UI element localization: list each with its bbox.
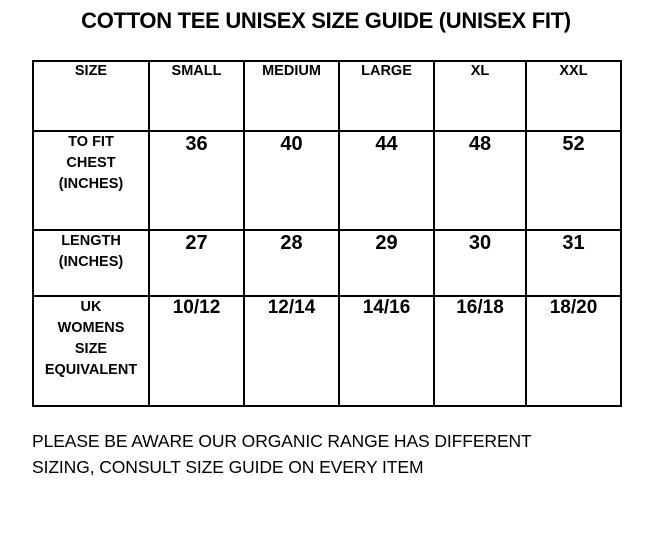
table-cell: 18/20 (526, 296, 621, 406)
row-label-line: UK (80, 299, 102, 316)
table-row (33, 131, 621, 230)
table-cell: 31 (526, 230, 621, 296)
table-cell: 36 (149, 131, 244, 230)
table-header-cell: SMALL (149, 61, 244, 131)
table-cell: 27 (149, 230, 244, 296)
table-row (33, 230, 621, 296)
table-header-cell: LARGE (339, 61, 434, 131)
table-cell: 10/12 (149, 296, 244, 406)
row-label-line: CHEST (66, 155, 116, 172)
table-header-row (33, 61, 621, 131)
row-label (33, 131, 149, 230)
table-cell: 48 (434, 131, 526, 230)
row-label-line: (INCHES) (58, 176, 124, 193)
footnote-line: PLEASE BE AWARE OUR ORGANIC RANGE HAS DIFFERENT (32, 431, 532, 452)
row-label-line: (INCHES) (58, 254, 124, 271)
row-label-line: EQUIVALENT (44, 362, 138, 379)
table-header-cell: SIZE (33, 61, 149, 131)
table-cell: 14/16 (339, 296, 434, 406)
footnote-line: SIZING, CONSULT SIZE GUIDE ON EVERY ITEM (32, 456, 424, 477)
table-cell: 28 (244, 230, 339, 296)
table-header-cell: XL (434, 61, 526, 131)
table-cell: 30 (434, 230, 526, 296)
row-label-line: SIZE (74, 341, 108, 358)
row-label (33, 296, 149, 406)
size-table-container (32, 60, 620, 407)
row-label-line: TO FIT (68, 134, 114, 151)
table-header-cell: XXL (526, 61, 621, 131)
row-label-line: LENGTH (61, 233, 121, 250)
table-header-cell: MEDIUM (244, 61, 339, 131)
table-cell: 16/18 (434, 296, 526, 406)
size-guide-page (0, 8, 652, 550)
row-label (33, 230, 149, 296)
row-label-line: WOMENS (57, 320, 125, 337)
table-cell: 12/14 (244, 296, 339, 406)
table-cell: 44 (339, 131, 434, 230)
footnote (32, 429, 620, 480)
table-cell: 52 (526, 131, 621, 230)
table-cell: 29 (339, 230, 434, 296)
table-row (33, 296, 621, 406)
page-title: COTTON TEE UNISEX SIZE GUIDE (UNISEX FIT) (81, 8, 571, 33)
table-cell: 40 (244, 131, 339, 230)
size-table (32, 60, 622, 407)
